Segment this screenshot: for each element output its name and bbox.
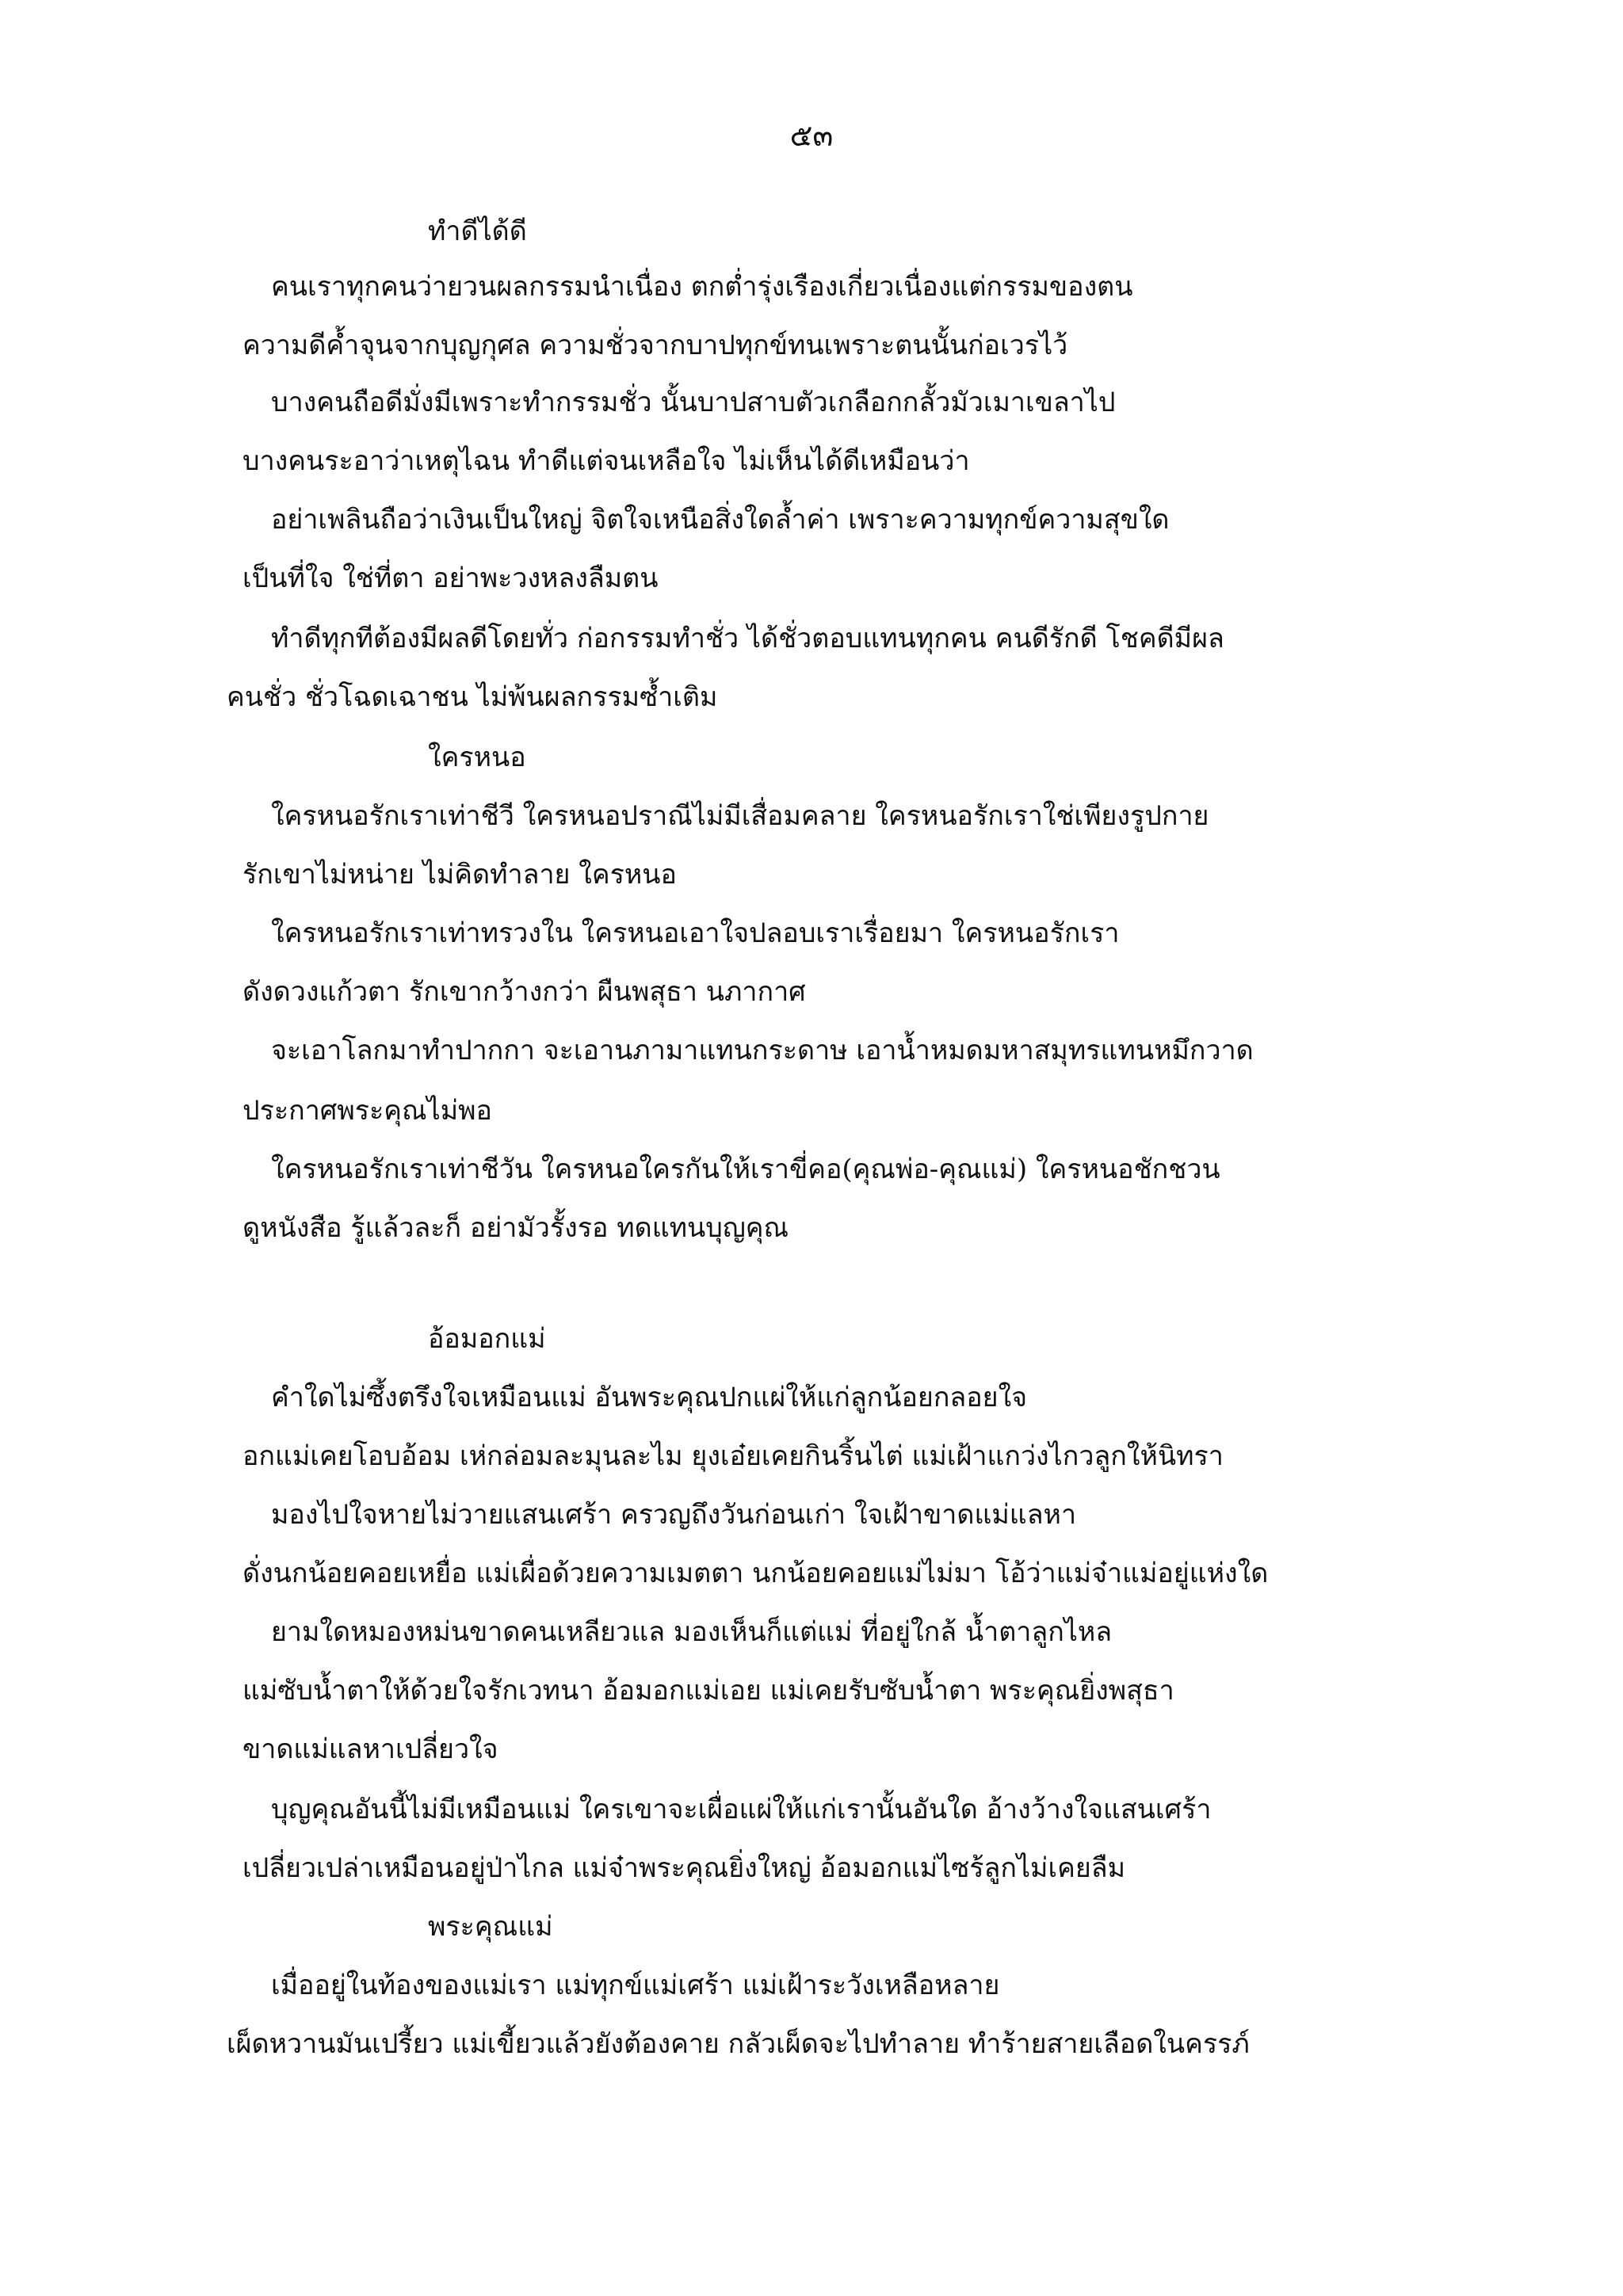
verse-line: เปลี่ยวเปล่าเหมือนอยู่ป่าไกล แม่จ๋าพระคุณยิ่งใหญ่ อ้อมอกแม่ไซร้ลูกไม่เคยลืม [242, 1852, 1125, 1884]
verse-line: จะเอาโลกมาทำปากกา จะเอานภามาแทนกระดาษ เอาน้ำหมดมหาสมุทรแทนหมึกวาด [271, 1035, 1254, 1066]
verse-line: เป็นที่ใจ ใช่ที่ตา อย่าพะวงหลงลืมตน [242, 563, 659, 594]
verse-line: เมื่ออยู่ในท้องของแม่เรา แม่ทุกข์แม่เศร้า แม่เฝ้าระวังเหลือหลาย [271, 1970, 1000, 2001]
verse-line: ทำดีทุกทีต้องมีผลดีโดยทั่ว ก่อกรรมทำชั่ว ได้ชั่วตอบแทนทุกคน คนดีรักดี โชคดีมีผล [271, 623, 1224, 654]
section-title-tam-dee: ทำดีได้ดี [428, 215, 527, 247]
section-title-krai-nor: ใครหนอ [428, 742, 526, 773]
verse-line: มองไปใจหายไม่วายแสนเศร้า ครวญถึงวันก่อนเก่า ใจเฝ้าขาดแม่แลหา [271, 1499, 1077, 1531]
verse-line: ใครหนอรักเราเท่าชีวัน ใครหนอใครกันให้เราขี่คอ(คุณพ่อ-คุณแม่) ใครหนอชักชวน [271, 1154, 1220, 1185]
verse-line: ความดีค้ำจุนจากบุญกุศล ความชั่วจากบาปทุกข์ทนเพราะตนนั้นก่อเวรไว้ [242, 330, 1068, 361]
verse-line: ใครหนอรักเราเท่าทรวงใน ใครหนอเอาใจปลอบเราเรื่อยมา ใครหนอรักเรา [271, 917, 1120, 949]
section-title-om-ok-mae: อ้อมอกแม่ [428, 1323, 546, 1355]
section-title-pra-khun-mae: พระคุณแม่ [428, 1911, 553, 1943]
verse-line: ยามใดหมองหม่นขาดคนเหลียวแล มองเห็นก็แต่แม่ ที่อยู่ใกล้ น้ำตาลูกไหล [271, 1616, 1113, 1648]
verse-line: คนชั่ว ชั่วโฉดเฉาชน ไม่พ้นผลกรรมซ้ำเติม [227, 681, 718, 713]
verse-line: แม่ซับน้ำตาให้ด้วยใจรักเวทนา อ้อมอกแม่เอย แม่เคยรับซับน้ำตา พระคุณยิ่งพสุธา [242, 1675, 1174, 1707]
verse-line: ประกาศพระคุณไม่พอ [242, 1095, 492, 1127]
verse-line: ดั่งนกน้อยคอยเหยื่อ แม่เผื่อด้วยความเมตตา นกน้อยคอยแม่ไม่มา โอ้ว่าแม่จ๋าแม่อยู่แห่งใด [242, 1558, 1269, 1589]
verse-line: ดูหนังสือ รู้แล้วละก็ อย่ามัวรั้งรอ ทดแทนบุญคุณ [242, 1212, 789, 1244]
verse-line: ใครหนอรักเราเท่าชีวี ใครหนอปราณีไม่มีเสื่อมคลาย ใครหนอรักเราใช่เพียงรูปกาย [271, 800, 1209, 832]
verse-line: คำใดไม่ซึ้งตรึงใจเหมือนแม่ อันพระคุณปกแผ่ให้แก่ลูกน้อยกลอยใจ [271, 1382, 1028, 1413]
verse-line: คนเราทุกคนว่ายวนผลกรรมนำเนื่อง ตกต่ำรุ่งเรืองเกี่ยวเนื่องแต่กรรมของตน [271, 271, 1133, 303]
verse-line: อกแม่เคยโอบอ้อม เห่กล่อมละมุนละไม ยุงเอ๋ยเคยกินริ้นไต่ แม่เฝ้าแกว่งไกวลูกให้นิทรา [242, 1440, 1224, 1472]
verse-line: รักเขาไม่หน่าย ไม่คิดทำลาย ใครหนอ [242, 859, 677, 891]
verse-line: ขาดแม่แลหาเปลี่ยวใจ [242, 1733, 498, 1765]
page-number: ๕๓ [789, 118, 834, 153]
verse-line: บุญคุณอันนี้ไม่มีเหมือนแม่ ใครเขาจะเผื่อแผ่ให้แก่เรานั้นอันใด อ้างว้างใจแสนเศร้า [271, 1794, 1212, 1825]
verse-line: เผ็ดหวานมันเปรี้ยว แม่เขี้ยวแล้วยังต้องคาย กลัวเผ็ดจะไปทำลาย ทำร้ายสายเลือดในครรภ์ [227, 2028, 1250, 2060]
verse-line: บางคนถือดีมั่งมีเพราะทำกรรมชั่ว นั้นบาปสาบตัวเกลือกกลั้วมัวเมาเขลาไป [271, 387, 1116, 418]
verse-line: อย่าเพลินถือว่าเงินเป็นใหญ่ จิตใจเหนือสิ่งใดล้ำค่า เพราะความทุกข์ความสุขใด [271, 504, 1170, 536]
verse-line: ดังดวงแก้วตา รักเขากว้างกว่า ผืนพสุธา นภากาศ [242, 976, 806, 1008]
verse-line: บางคนระอาว่าเหตุไฉน ทำดีแต่จนเหลือใจ ไม่เห็นได้ดีเหมือนว่า [242, 445, 970, 477]
